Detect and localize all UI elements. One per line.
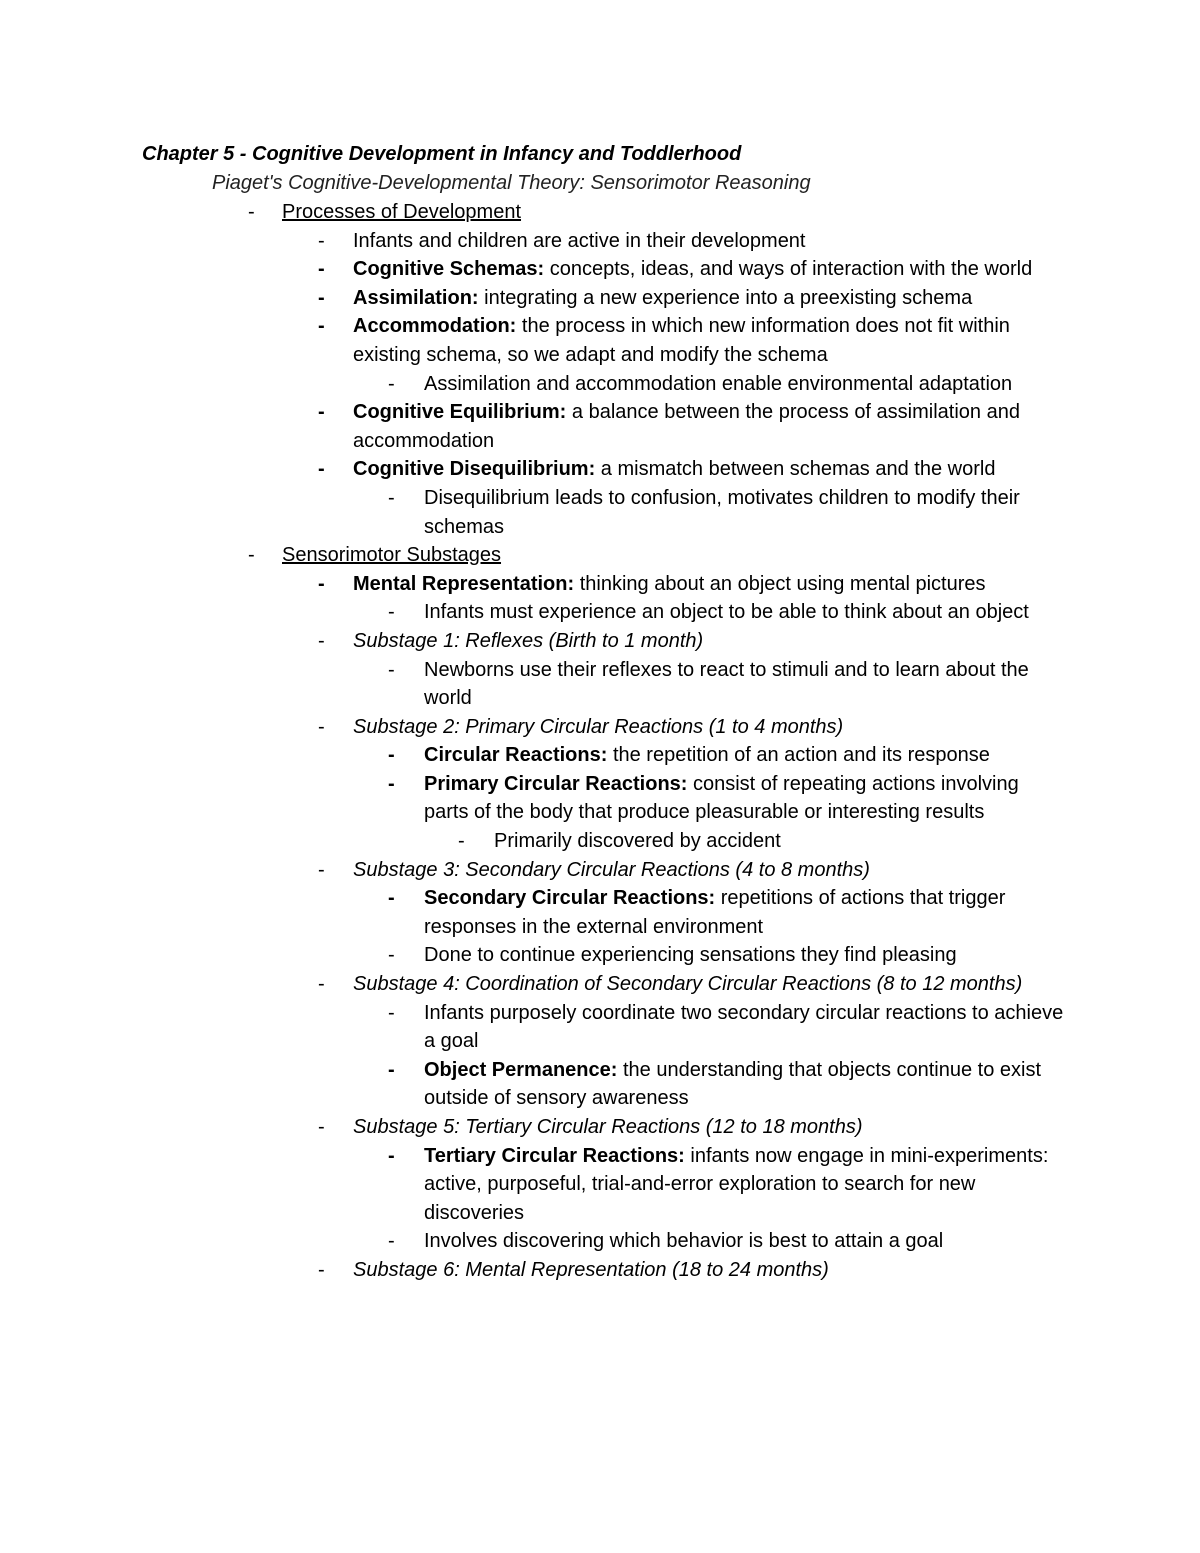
bullet-dash: - xyxy=(318,715,325,738)
list-item xyxy=(0,312,1200,369)
list-item xyxy=(0,1113,1200,1142)
term: Cognitive Schemas: xyxy=(353,258,545,281)
outline-list xyxy=(0,198,1200,1285)
section-heading: Sensorimotor Substages xyxy=(282,544,502,567)
list-item xyxy=(0,398,1200,455)
list-item xyxy=(0,541,1200,570)
substage-heading: Substage 3: Secondary Circular Reactions (4 to 8 months) xyxy=(353,858,870,881)
bullet-dash: - xyxy=(388,744,395,767)
substage-heading: Substage 1: Reflexes (Birth to 1 month) xyxy=(353,629,704,652)
definition: concepts, ideas, and ways of interaction with the world xyxy=(544,258,1033,281)
bullet-dash: - xyxy=(388,372,395,395)
bullet-dash: - xyxy=(318,858,325,881)
substage-heading: Substage 6: Mental Representation (18 to 24 months) xyxy=(353,1258,829,1281)
term: Mental Representation: xyxy=(353,572,575,595)
definition: repetitions of actions that trigger responses in the external environment xyxy=(424,887,1006,938)
term: Circular Reactions: xyxy=(424,744,608,767)
section-heading: Processes of Development xyxy=(282,201,522,223)
substage-heading: Substage 5: Tertiary Circular Reactions (12 to 18 months) xyxy=(353,1116,863,1138)
definition: the repetition of an action and its response xyxy=(607,744,990,767)
list-item xyxy=(0,484,1200,541)
item-text: Infants and children are active in their development xyxy=(353,229,806,252)
list-item xyxy=(0,884,1200,941)
bullet-dash: - xyxy=(318,286,325,309)
bullet-dash: - xyxy=(318,229,325,252)
list-item xyxy=(0,827,1200,856)
bullet-dash: - xyxy=(318,458,325,481)
term: Cognitive Disequilibrium: xyxy=(353,458,596,481)
list-item xyxy=(0,999,1200,1056)
item-text: Infants must experience an object to be able to think about an object xyxy=(424,601,1029,624)
item-text: Primarily discovered by accident xyxy=(494,830,781,853)
bullet-dash: - xyxy=(318,1258,325,1281)
bullet-dash: - xyxy=(318,315,325,338)
list-item xyxy=(0,770,1200,827)
bullet-dash: - xyxy=(388,1001,395,1024)
list-item xyxy=(0,1056,1200,1113)
term: Cognitive Equilibrium: xyxy=(353,401,567,424)
list-item xyxy=(0,627,1200,656)
bullet-dash: - xyxy=(388,1230,395,1253)
substage-heading: Substage 4: Coordination of Secondary Circular Reactions (8 to 12 months) xyxy=(353,973,1023,996)
bullet-dash: - xyxy=(388,601,395,624)
bullet-dash: - xyxy=(458,830,465,853)
list-item xyxy=(0,455,1200,484)
term: Secondary Circular Reactions: xyxy=(424,887,716,910)
item-text: Newborns use their reflexes to react to stimuli and to learn about the world xyxy=(424,658,1029,710)
bullet-dash: - xyxy=(318,572,325,595)
bullet-dash: - xyxy=(388,887,395,910)
list-item xyxy=(0,1256,1200,1285)
list-item xyxy=(0,284,1200,313)
item-text: Infants purposely coordinate two secondary circular reactions to achieve a goal xyxy=(424,1001,1064,1053)
section-subtitle: Piaget's Cognitive-Developmental Theory: Sensorimotor Reasoning xyxy=(212,172,811,194)
substage-heading: Substage 2: Primary Circular Reactions (1 to 4 months) xyxy=(353,715,844,738)
list-item xyxy=(0,598,1200,627)
bullet-dash: - xyxy=(318,401,325,424)
bullet-dash: - xyxy=(318,258,325,281)
definition: infants now engage in mini-experiments: active, purposeful, trial-and-error exploration to search for new discoveries xyxy=(424,1144,1049,1224)
definition: the process in which new information does not fit within existing schema, so we adapt and modify the schema xyxy=(353,315,1010,366)
bullet-dash: - xyxy=(318,973,325,996)
list-item xyxy=(0,198,1200,227)
list-item xyxy=(0,713,1200,742)
definition: thinking about an object using mental pictures xyxy=(574,572,986,595)
bullet-dash: - xyxy=(318,1116,325,1138)
item-text: Done to continue experiencing sensations they find pleasing xyxy=(424,944,957,967)
definition: a balance between the process of assimilation and accommodation xyxy=(353,401,1020,452)
term: Accommodation: xyxy=(353,315,517,338)
list-item xyxy=(0,941,1200,970)
list-item xyxy=(0,856,1200,885)
bullet-dash: - xyxy=(388,1058,395,1081)
bullet-dash: - xyxy=(318,629,325,652)
list-item xyxy=(0,741,1200,770)
list-item xyxy=(0,1142,1200,1228)
definition: consist of repeating actions involving parts of the body that produce pleasurable or interesting results xyxy=(424,772,1019,824)
bullet-dash: - xyxy=(388,486,395,509)
list-item xyxy=(0,970,1200,999)
bullet-dash: - xyxy=(388,658,395,681)
term: Tertiary Circular Reactions: xyxy=(424,1144,685,1167)
bullet-dash: - xyxy=(248,544,255,567)
list-item xyxy=(0,1227,1200,1256)
list-item xyxy=(0,255,1200,284)
definition: the understanding that objects continue to exist outside of sensory awareness xyxy=(424,1058,1042,1110)
bullet-dash: - xyxy=(388,1144,395,1167)
term: Primary Circular Reactions: xyxy=(424,772,688,795)
term: Object Permanence: xyxy=(424,1058,618,1081)
definition: integrating a new experience into a preexisting schema xyxy=(478,286,973,309)
bullet-dash: - xyxy=(388,772,395,795)
bullet-dash: - xyxy=(248,201,255,223)
bullet-dash: - xyxy=(388,944,395,967)
term: Assimilation: xyxy=(353,286,479,309)
list-item xyxy=(0,370,1200,399)
list-item xyxy=(0,570,1200,599)
chapter-title: Chapter 5 - Cognitive Development in Infancy and Toddlerhood xyxy=(142,143,742,165)
list-item xyxy=(0,656,1200,713)
item-text: Disequilibrium leads to confusion, motivates children to modify their schemas xyxy=(424,486,1020,538)
item-text: Involves discovering which behavior is best to attain a goal xyxy=(424,1230,944,1253)
definition: a mismatch between schemas and the world xyxy=(595,458,996,481)
list-item xyxy=(0,227,1200,256)
item-text: Assimilation and accommodation enable environmental adaptation xyxy=(424,372,1013,395)
